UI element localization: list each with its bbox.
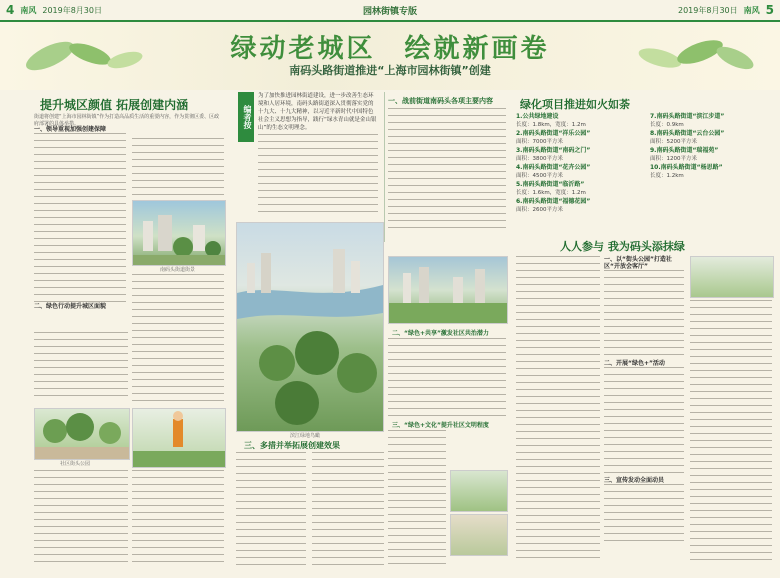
section2-sub3: 三、“绿色+文化”提升社区文明程度 (392, 422, 489, 429)
editor-note-label: 编者按 (238, 92, 254, 142)
headline: 绿动老城区 绘就新画卷 (230, 34, 550, 64)
text-block (516, 256, 600, 562)
text-block (132, 274, 224, 404)
project-item-label: 3.南码头路街道“南码之门” (516, 147, 591, 154)
project-item-label: 7.南码头路街道“滨江步道” (650, 113, 725, 120)
project-item-label: 2.南码头路街道“祥乐公园” (516, 130, 591, 137)
project-item-detail: 长度：1.6km，宽度：1.2m (516, 190, 586, 196)
text-block (388, 430, 446, 566)
newspaper-logo: 南风 (20, 4, 37, 15)
text-block (312, 452, 384, 568)
participation-col-b (604, 256, 684, 546)
project-item-detail: 长度：1.2km (650, 173, 684, 179)
photo-skyline (388, 256, 508, 324)
text-block (34, 332, 128, 402)
section1-title: 提升城区颜值 拓展创建内涵 (40, 98, 189, 112)
text-block (690, 300, 772, 562)
section1-col-a (34, 114, 128, 310)
header-right (678, 3, 774, 17)
project-item-label: 1.公共绿地建设 (516, 113, 559, 120)
section2-sub: 二、“绿色+共享”激发社区共治潜力 (392, 330, 489, 337)
photo-worker (132, 408, 226, 468)
page-header (0, 0, 780, 22)
photo-street (132, 200, 226, 266)
project-item-detail: 面积：3800平方米 (516, 156, 563, 162)
photo-volunteers (690, 256, 774, 298)
projects-list-b (650, 112, 768, 180)
right-page-number: 5 (765, 3, 774, 17)
section1-intro-text: 街道将创建“上海市园林街镇”作为打造高品质生活的重要内容，作为贯彻区委、区政府部署的具体举措。 (34, 114, 220, 127)
photo-riverside (236, 222, 384, 432)
participation-sub2: 二、开展“绿色+”活动 (604, 360, 665, 367)
text-block (604, 270, 684, 360)
photo-street-caption: 南码头街道街景 (160, 267, 196, 273)
text-block (236, 452, 306, 568)
section1-sub3: 三、多措并举拓展创建效果 (244, 441, 340, 450)
project-item-label: 8.南码头路街道“云台公园” (650, 130, 725, 137)
projects-list-a (516, 112, 642, 214)
editor-note-text: 为了加快推进园林街道建设，进一步改善生态环境和人居环境，南码头路街道深入贯彻落实党的十九大、十九大精神，以习近平新时代中国特色社会主义思想为指导，践行“绿水青山就是金山银山”的生态文明理念。 (258, 93, 377, 131)
project-item-detail: 面积：5200平方米 (650, 139, 697, 145)
text-block (132, 138, 224, 196)
text-block (258, 134, 378, 218)
left-page-number: 4 (6, 3, 15, 17)
participation-sub3: 三、宣传发动全面动员 (604, 477, 665, 484)
photo-community (450, 470, 508, 512)
project-item-detail: 长度：0.9km (650, 122, 684, 128)
newspaper-logo-right: 南风 (743, 4, 760, 15)
text-block (34, 133, 126, 303)
issue-date-right: 2019年8月30日 (678, 5, 738, 15)
section-title: 园林街镇专版 (362, 6, 417, 17)
photo-activity (450, 514, 508, 556)
text-block (604, 484, 684, 546)
section1-sub1: 一、领导重视加强创建保障 (34, 126, 107, 133)
subheadline: 南码头路街道推进“上海市园林街镇”创建 (289, 64, 491, 77)
photo-park (34, 408, 130, 460)
text-block (604, 367, 684, 477)
text-block (132, 470, 224, 566)
participation-sub1: 一、以“街头公园”打造社区“开放会客厅” (604, 256, 672, 270)
project-item-label: 4.南码头路街道“花卉公园” (516, 164, 591, 171)
leaf-decoration-left (20, 26, 150, 86)
project-item-detail: 面积：4500平方米 (516, 173, 563, 179)
section2-title: 一、战前街道南码头各项主要内容 (388, 97, 493, 105)
project-item-label: 6.南码头路街道“福德花园” (516, 198, 591, 205)
project-item-detail: 面积：2600平方米 (516, 207, 563, 213)
project-item-label: 9.南码头路街道“瑞福苑” (650, 147, 719, 154)
column-divider (384, 92, 385, 242)
project-item-detail: 长度：1.8km，宽度：1.2m (516, 122, 586, 128)
projects-title: 绿化项目推进如火如荼 (520, 98, 630, 111)
project-item-label: 10.南码头路街道“杨思路” (650, 164, 723, 171)
participation-title: 人人参与 我为码头添抹绿 (560, 240, 685, 253)
section1-sub2: 二、绿色行动提升城区面貌 (34, 303, 107, 310)
text-block (388, 108, 506, 228)
project-item-label: 5.南码头路街道“临沂路” (516, 181, 585, 188)
issue-date: 2019年8月30日 (42, 5, 102, 15)
project-item-detail: 面积：7000平方米 (516, 139, 563, 145)
text-block (34, 470, 128, 566)
photo-riverside-caption: 滨江绿地鸟瞰 (290, 433, 321, 439)
photo-park-caption: 社区街头公园 (60, 461, 91, 467)
text-block (388, 338, 506, 418)
leaf-decoration-right (630, 26, 760, 86)
project-item-detail: 面积：1200平方米 (650, 156, 697, 162)
